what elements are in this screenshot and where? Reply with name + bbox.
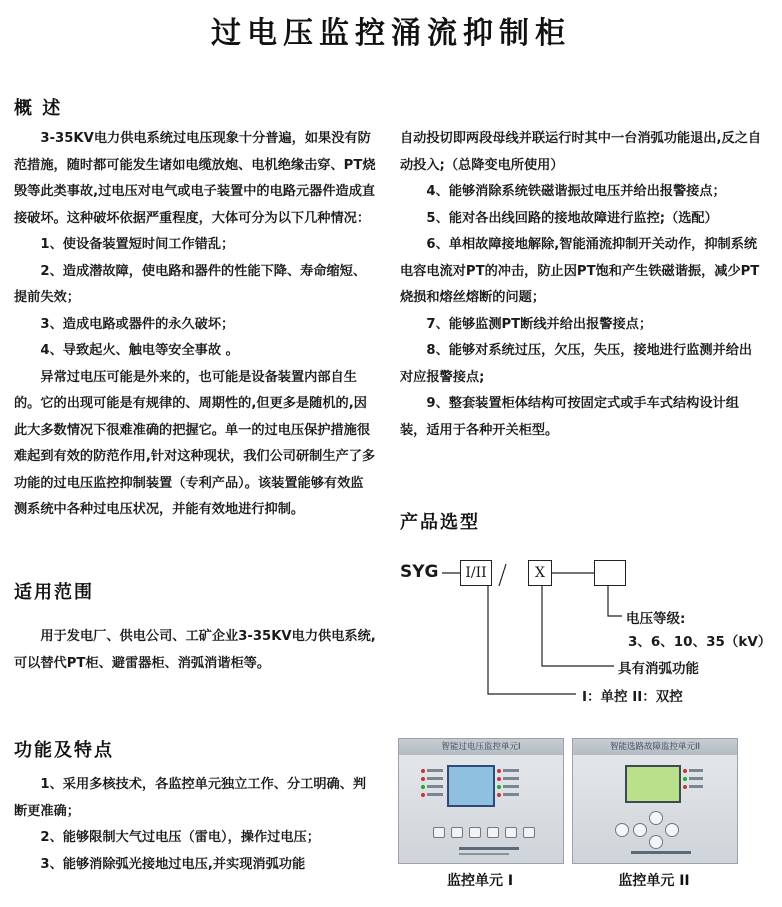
- led-label-mark: [427, 785, 443, 788]
- control-type-box: I/II: [460, 560, 492, 586]
- led-icon: [421, 785, 425, 789]
- led-label-mark: [503, 777, 519, 780]
- monitoring-unit-1-photo: [398, 738, 564, 864]
- feature-item: 4、能够消除系统铁磁谐振过电压并给出报警接点；: [426, 184, 726, 199]
- feature-item: 5、能对各出线回路的接地故障进行监控;（选配）: [426, 210, 718, 226]
- enter-key-icon: [615, 823, 629, 837]
- overview-item: 1、使设备装置短时间工作错乱；: [40, 237, 235, 252]
- led-icon: [497, 785, 501, 789]
- key-button: [505, 827, 517, 838]
- left-key-icon: [633, 823, 647, 837]
- led-label-mark: [503, 785, 519, 788]
- overview-heading: 概 述: [14, 98, 63, 119]
- voltage-box: [594, 560, 626, 586]
- overview-item: 4、导致起火、触电等安全事故 。: [40, 343, 239, 358]
- unit-1-caption: 监控单元 I: [446, 873, 514, 889]
- led-label-mark: [427, 769, 443, 772]
- led-icon: [421, 777, 425, 781]
- overview-item: 3、造成电路或器件的永久破坏；: [40, 316, 235, 332]
- voltage-values: 3、6、10、35（kV）: [628, 634, 772, 650]
- scope-heading: 适用范围: [14, 582, 94, 603]
- led-icon: [421, 769, 425, 773]
- voltage-label: 电压等级:: [626, 611, 686, 627]
- arc-box: X: [528, 560, 552, 586]
- key-button: [469, 827, 481, 838]
- overview-text: [14, 126, 376, 524]
- led-icon: [683, 777, 687, 781]
- monitoring-unit-2-photo: [572, 738, 738, 864]
- feature-item: 3、能够消除弧光接地过电压,并实现消弧功能: [40, 856, 306, 872]
- feature-continuation: 自动投切即两段母线并联运行时其中一台消弧功能退出,反之自动投入;（总降变电所使用）: [400, 131, 762, 173]
- page-title: 过电压监控涌流抑制柜: [211, 16, 571, 51]
- feature-item: 1、采用多核技术，各监控单元独立工作、分工明确、判断更准确；: [14, 777, 367, 819]
- led-icon: [683, 785, 687, 789]
- overview-item: 2、造成潜故障，使电路和器件的性能下降、寿命缩短、提前失效；: [14, 263, 367, 305]
- led-label-mark: [689, 785, 703, 788]
- scope-para: 用于发电厂、供电公司、工矿企业3-35KV电力供电系统,可以替代PT柜、避雷器柜、消弧消谐柜等。: [14, 629, 376, 671]
- features-right-text: [400, 126, 764, 444]
- unit-1-header: 智能过电压监控单元I: [399, 739, 563, 755]
- led-icon: [497, 793, 501, 797]
- key-button: [487, 827, 499, 838]
- led-icon: [497, 769, 501, 773]
- feature-item: 8、能够对系统过压，欠压，失压，接地进行监测并给出对应报警接点;: [400, 343, 753, 385]
- overview-para: 3-35KV电力供电系统过电压现象十分普遍，如果没有防范措施，随时都可能发生诸如电缆放炮、电机绝缘击穿、PT烧毁等此类事故,过电压对电气或电子装置中的电路元器件造成直接破坏。这种破坏依据严重程度，大体可分为以下几种情况：: [14, 131, 376, 226]
- arc-label: 具有消弧功能: [618, 661, 699, 677]
- scope-text: [14, 624, 376, 677]
- led-label-mark: [689, 769, 703, 772]
- led-label-mark: [427, 793, 443, 796]
- led-icon: [497, 777, 501, 781]
- led-icon: [421, 793, 425, 797]
- feature-item: 2、能够限制大气过电压（雷电），操作过电压；: [40, 830, 320, 845]
- model-prefix: SYG: [400, 562, 439, 582]
- right-key-icon: [665, 823, 679, 837]
- maker-mark: [459, 853, 509, 855]
- key-button: [523, 827, 535, 838]
- led-icon: [683, 769, 687, 773]
- overview-para: 异常过电压可能是外来的，也可能是设备装置内部自生的。它的出现可能是有规律的、周期性的,但更多是随机的,因此大多数情况下很难准确的把握它。单一的过电压保护措施很难起到有效的防范作用,针对这种现状，我们公司研制生产了多功能的过电压监控抑制装置（专利产品）。该装置能够有效监测系统中各种过电压状况，并能有效地进行抑制。: [14, 369, 376, 517]
- down-key-icon: [649, 835, 663, 849]
- control-label: I：单控 II：双控: [582, 689, 683, 705]
- key-button: [433, 827, 445, 838]
- led-label-mark: [427, 777, 443, 780]
- unit-1-screen: [447, 765, 495, 807]
- features-left-text: [14, 772, 376, 878]
- unit-2-caption: 监控单元 II: [618, 873, 690, 889]
- led-label-mark: [503, 769, 519, 772]
- key-button: [451, 827, 463, 838]
- features-heading: 功能及特点: [14, 740, 114, 761]
- model-selection-diagram: [398, 552, 778, 722]
- unit-1-keypad: [433, 827, 535, 838]
- led-label-mark: [503, 793, 519, 796]
- maker-mark: [631, 851, 691, 854]
- selection-heading: 产品选型: [400, 512, 480, 533]
- feature-item: 7、能够监测PT断线并给出报警接点；: [426, 316, 653, 332]
- up-key-icon: [649, 811, 663, 825]
- unit-2-header: 智能选路故障监控单元II: [573, 739, 737, 755]
- led-label-mark: [689, 777, 703, 780]
- feature-item: 9、整套装置柜体结构可按固定式或手车式结构设计组装，适用于各种开关柜型。: [400, 396, 739, 438]
- maker-mark: [459, 847, 519, 850]
- feature-item: 6、单相故障接地解除,智能涌流抑制开关动作，抑制系统电容电流对PT的冲击，防止因PT饱和产生铁磁谐振，减少PT烧损和熔丝熔断的问题；: [400, 237, 760, 305]
- unit-2-screen: [625, 765, 681, 803]
